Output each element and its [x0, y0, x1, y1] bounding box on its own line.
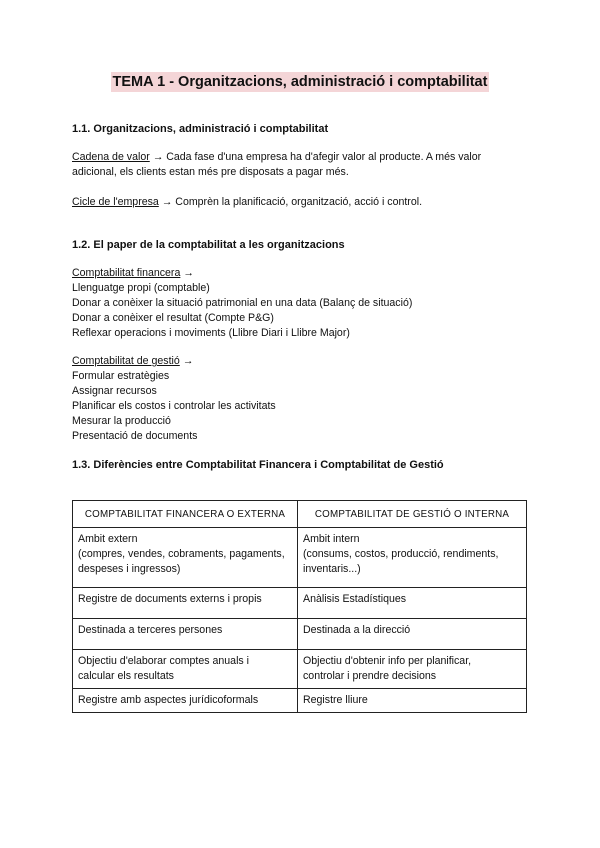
financera-arrow: → — [180, 267, 194, 279]
table-cell — [298, 650, 527, 689]
gestio-arrow: → — [179, 355, 194, 367]
list-item: Donar a conèixer el resultat (Compte P&G) — [72, 312, 274, 324]
cell-line: Registre lliure — [303, 694, 368, 706]
financera-term: Comptabilitat financera — [72, 267, 181, 279]
section-1-heading: 1.1. Organitzacions, administració i comptabilitat — [72, 123, 329, 135]
table-row — [73, 528, 527, 588]
cicle-empresa-text: → Comprèn la planificació, organització, acció i control. — [158, 196, 423, 208]
cadena-de-valor-term: Cadena de valor — [72, 151, 150, 163]
list-item: Mesurar la producció — [72, 415, 171, 427]
list-item: Llenguatge propi (comptable) — [72, 282, 210, 294]
cell-line: (consums, costos, producció, rendiments, — [303, 548, 499, 560]
cicle-empresa-paragraph — [72, 195, 512, 210]
table-cell — [73, 619, 298, 650]
list-item: Formular estratègies — [72, 370, 170, 382]
header-gestio: COMPTABILITAT DE GESTIÓ O INTERNA — [298, 501, 527, 528]
title-wrapper — [0, 72, 600, 92]
table-cell — [73, 528, 298, 588]
comptabilitat-gestio-block — [72, 354, 512, 444]
list-item: Planificar els costos i controlar les activitats — [72, 400, 276, 412]
table-cell — [298, 588, 527, 619]
section-2-heading: 1.2. El paper de la comptabilitat a les organitzacions — [72, 239, 345, 251]
document-title: TEMA 1 - Organitzacions, administració i comptabilitat — [112, 74, 488, 90]
cicle-empresa-term: Cicle de l'empresa — [72, 196, 159, 208]
cell-line: (compres, vendes, cobraments, pagaments, — [78, 548, 285, 560]
cell-line: Registre de documents externs i propis — [78, 593, 262, 605]
section-3-heading: 1.3. Diferències entre Comptabilitat Financera i Comptabilitat de Gestió — [72, 459, 444, 471]
table-cell — [73, 650, 298, 689]
gestio-heading-line — [72, 354, 512, 369]
list-item: Donar a conèixer la situació patrimonial en una data (Balanç de situació) — [72, 297, 413, 309]
cell-line: Ambit extern — [78, 533, 138, 545]
cadena-de-valor-text: → Cada fase d'una empresa ha d'afegir valor al producte. A més valor adicional, els clients estan més pre disposats a pagar més. — [72, 151, 482, 178]
comptabilitat-financera-block — [72, 266, 512, 341]
cell-line: controlar i prendre decisions — [303, 670, 437, 682]
cell-line: Anàlisis Estadístiques — [303, 593, 407, 605]
cell-line: Destinada a terceres persones — [78, 624, 223, 636]
cell-line: Destinada a la direcció — [303, 624, 411, 636]
list-item: Presentació de documents — [72, 430, 198, 442]
cell-line: Objectiu d'elaborar comptes anuals i — [78, 655, 250, 667]
table-row — [73, 689, 527, 713]
header-financera: COMPTABILITAT FINANCERA O EXTERNA — [73, 501, 298, 528]
table-row — [73, 650, 527, 689]
table-header-row — [73, 501, 527, 528]
cadena-de-valor-paragraph — [72, 150, 512, 180]
comparison-table — [72, 500, 527, 713]
cell-line: Registre amb aspectes jurídicoformals — [78, 694, 259, 706]
cell-line: inventaris...) — [303, 563, 361, 575]
table-cell — [298, 528, 527, 588]
cell-line: Ambit intern — [303, 533, 360, 545]
table-row — [73, 588, 527, 619]
list-item: Reflexar operacions i moviments (Llibre Diari i Llibre Major) — [72, 327, 350, 339]
table-cell — [73, 689, 298, 713]
table-row — [73, 619, 527, 650]
gestio-term: Comptabilitat de gestió — [72, 355, 180, 367]
table-cell — [73, 588, 298, 619]
list-item: Assignar recursos — [72, 385, 157, 397]
cell-line: despeses i ingressos) — [78, 563, 181, 575]
table-cell — [298, 619, 527, 650]
table-cell — [298, 689, 527, 713]
financera-heading-line — [72, 266, 512, 281]
cell-line: calcular els resultats — [78, 670, 174, 682]
cell-line: Objectiu d'obtenir info per planificar, — [303, 655, 472, 667]
